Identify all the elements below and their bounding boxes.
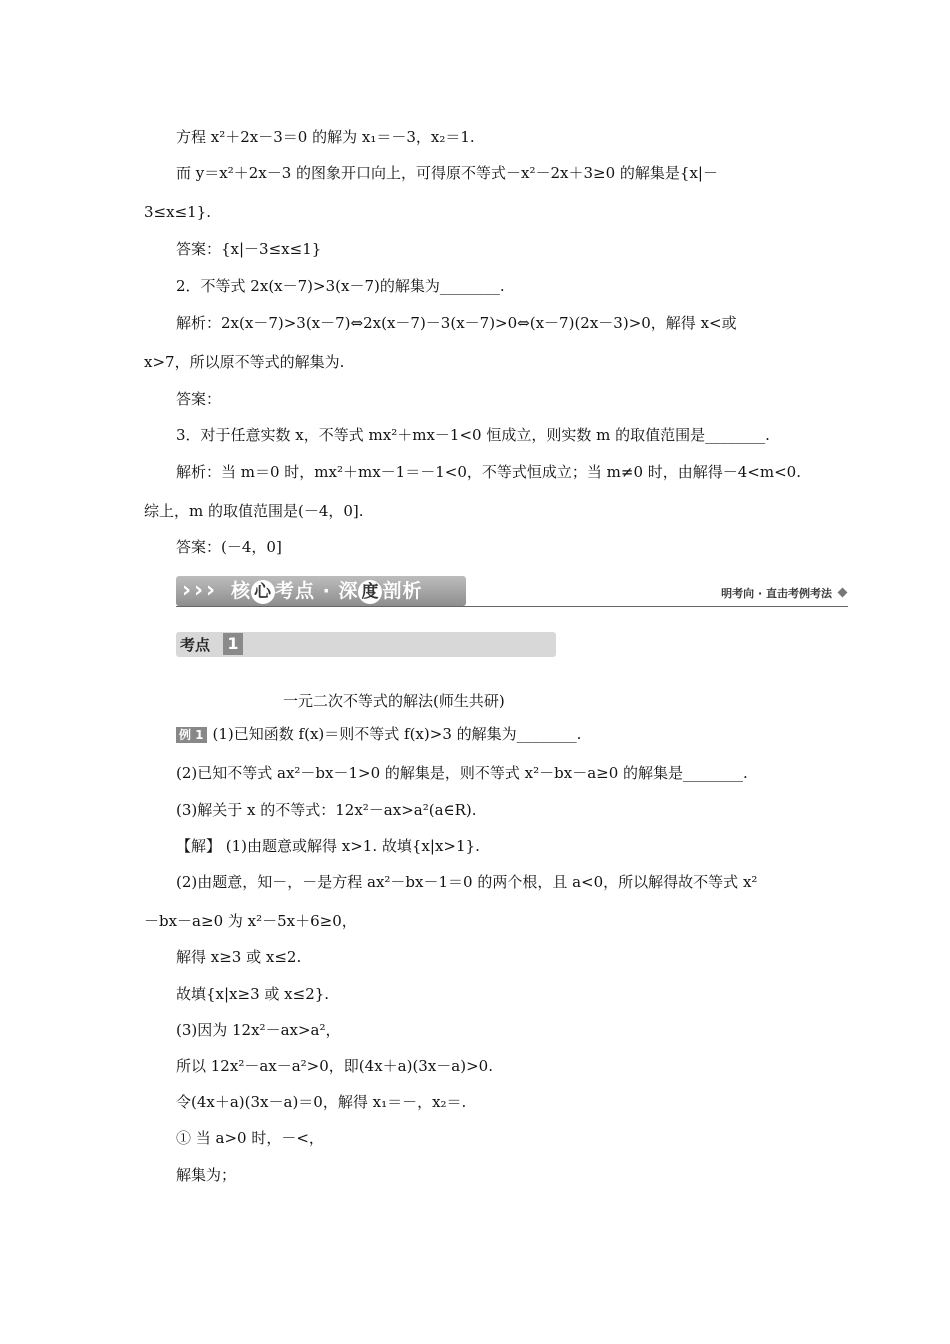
solution-line: 令(4x＋a)(3x－a)＝0，解得 x₁＝－，x₂＝. [176,1093,467,1111]
banner-title-part: 考点 · 深 [275,580,359,602]
text-line: 3≤x≤1}. [144,203,211,221]
banner-title [231,578,422,604]
question-2: 2．不等式 2x(x－7)>3(x－7)的解集为________. [176,277,505,295]
answer-line: 答案： [176,390,222,408]
banner-title-circle: 心 [251,580,275,604]
solution-line: ① 当 a>0 时，－<， [176,1129,324,1147]
diamond-icon [838,588,848,598]
analysis-line: 解析：2x(x－7)>3(x－7)⇔2x(x－7)－3(x－7)>0⇔(x－7)(2x－3)>0，解得 x<或 [176,314,737,332]
chevron-right-icon: › [194,578,204,603]
analysis-line: x>7，所以原不等式的解集为. [144,353,345,371]
solution-line: 解得 x≥3 或 x≤2. [176,948,302,966]
text-line: 而 y＝x²＋2x－3 的图象开口向上，可得原不等式－x²－2x＋3≥0 的解集是{x|－ [176,164,718,182]
analysis-line: 解析：当 m＝0 时，mx²＋mx－1＝－1<0，不等式恒成立；当 m≠0 时，由解得－4<m<0. [176,463,801,481]
answer-line: 答案：(－4，0] [176,538,282,556]
solution-line: －bx－a≥0 为 x²－5x＋6≥0， [144,912,357,930]
banner-subtitle: 明考向 · 直击考例考法 [721,587,832,600]
solution-line: (3)因为 12x²－ax>a²， [176,1021,341,1039]
answer-line: 答案：{x|－3≤x≤1} [176,240,322,258]
banner-title-circle: 度 [358,580,382,604]
kaodian-label [176,632,556,657]
solution-line: (2)由题意，知－，－是方程 ax²－bx－1＝0 的两个根，且 a<0，所以解得故不等式 x² [176,873,758,891]
example-2-line: (2)已知不等式 ax²－bx－1>0 的解集是，则不等式 x²－bx－a≥0 的解集是________. [176,764,748,782]
chevron-right-icon: › [206,578,216,603]
solution-line: 解集为； [176,1166,237,1184]
example-1-line [176,724,581,744]
kaodian-text: 考点 [180,636,211,654]
solution-line: 【解】 (1)由题意或解得 x>1. 故填{x|x>1}. [176,837,480,855]
example-tag: 例 1 [176,727,207,743]
section-banner [176,576,848,608]
analysis-line: 综上，m 的取值范围是(－4，0]. [144,502,364,520]
example-3-line: (3)解关于 x 的不等式：12x²－ax>a²(a∈R). [176,801,477,819]
solution-line: 所以 12x²－ax－a²>0，即(4x＋a)(3x－a)>0. [176,1057,493,1075]
solution-line: 故填{x|x≥3 或 x≤2}. [176,985,330,1003]
example-text: (1)已知函数 f(x)＝则不等式 f(x)>3 的解集为________. [212,725,582,743]
text-line: 方程 x²＋2x－3＝0 的解为 x₁＝－3，x₂＝1. [176,128,475,146]
banner-title-part: 剖析 [382,580,423,602]
chevron-right-icon: › [182,578,192,603]
banner-rule [176,606,848,607]
topic-heading: 一元二次不等式的解法(师生共研) [283,692,505,710]
kaodian-number: 1 [223,633,243,655]
banner-title-part: 核 [231,580,252,602]
question-3: 3．对于任意实数 x，不等式 mx²＋mx－1<0 恒成立，则实数 m 的取值范围是________. [176,426,770,444]
